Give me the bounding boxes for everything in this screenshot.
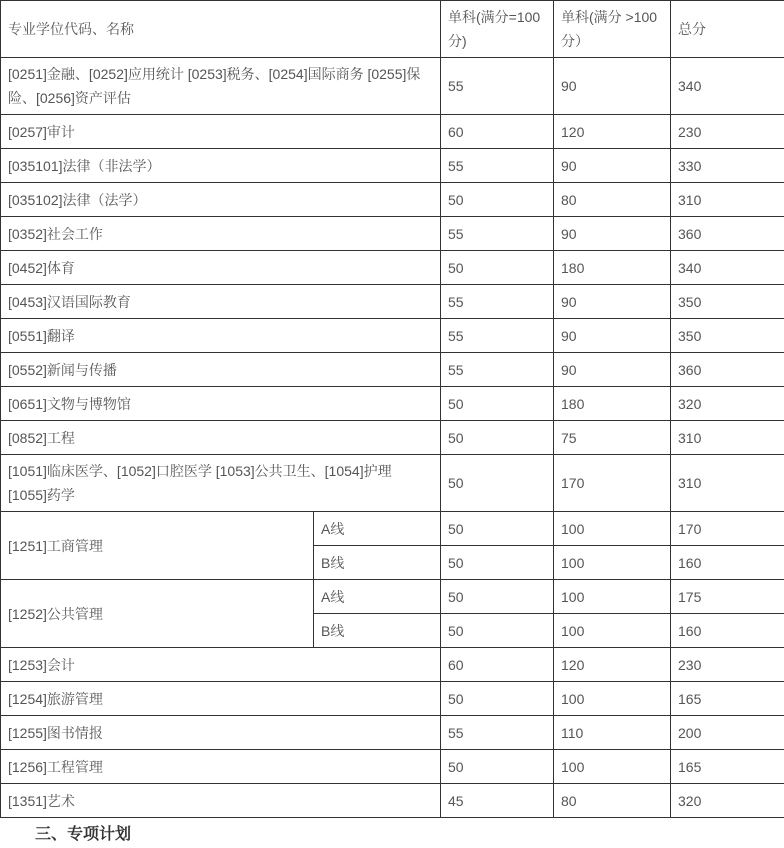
- score-cell: 50: [441, 421, 554, 455]
- score-cell: 90: [554, 353, 671, 387]
- program-name-cell: [0552]新闻与传播: [1, 353, 441, 387]
- score-cell: 60: [441, 648, 554, 682]
- table-row: [1, 183, 784, 217]
- table-row: [1, 512, 784, 546]
- score-cell: 55: [441, 217, 554, 251]
- score-cell: 50: [441, 387, 554, 421]
- program-name-cell: [035102]法律（法学）: [1, 183, 441, 217]
- score-cell: 340: [671, 251, 784, 285]
- score-cell: 160: [671, 614, 784, 648]
- table-row: [1, 319, 784, 353]
- program-name-cell: [0651]文物与博物馆: [1, 387, 441, 421]
- program-name-cell: [0551]翻译: [1, 319, 441, 353]
- score-cell: 50: [441, 512, 554, 546]
- score-cell: 50: [441, 750, 554, 784]
- program-name-cell: [0852]工程: [1, 421, 441, 455]
- header-cell-program: 专业学位代码、名称: [1, 1, 441, 58]
- score-cell: 320: [671, 387, 784, 421]
- program-name-cell: [1254]旅游管理: [1, 682, 441, 716]
- score-cell: 100: [554, 512, 671, 546]
- score-cell: 170: [671, 512, 784, 546]
- score-cell: 100: [554, 614, 671, 648]
- program-name-cell: [0251]金融、[0252]应用统计 [0253]税务、[0254]国际商务 [0255]保险、[0256]资产评估: [1, 58, 441, 115]
- score-cell: 55: [441, 353, 554, 387]
- section-heading: 三、专项计划: [35, 826, 132, 843]
- score-cell: 230: [671, 115, 784, 149]
- table-row: [1, 387, 784, 421]
- score-cell: 340: [671, 58, 784, 115]
- score-cell: 50: [441, 183, 554, 217]
- score-cell: 160: [671, 546, 784, 580]
- score-cell: 45: [441, 784, 554, 818]
- program-name-cell: [035101]法律（非法学）: [1, 149, 441, 183]
- score-cell: 110: [554, 716, 671, 750]
- score-cell: 180: [554, 387, 671, 421]
- score-cell: 310: [671, 183, 784, 217]
- program-name-cell: [1252]公共管理: [1, 580, 314, 648]
- program-name-cell: [1351]艺术: [1, 784, 441, 818]
- score-cell: 50: [441, 251, 554, 285]
- header-cell-single-subject-over-100: 单科(满分 >100 分）: [554, 1, 671, 58]
- program-name-cell: [1051]临床医学、[1052]口腔医学 [1053]公共卫生、[1054]护理 [1055]药学: [1, 455, 441, 512]
- header-cell-total: 总分: [671, 1, 784, 58]
- score-cell: 55: [441, 58, 554, 115]
- score-cell: 90: [554, 319, 671, 353]
- score-cell: 50: [441, 455, 554, 512]
- table-row: [1, 58, 784, 115]
- score-cell: 200: [671, 716, 784, 750]
- program-name-cell: [1256]工程管理: [1, 750, 441, 784]
- score-cell: 230: [671, 648, 784, 682]
- score-cell: 55: [441, 319, 554, 353]
- program-name-cell: [1253]会计: [1, 648, 441, 682]
- table-row: [1, 149, 784, 183]
- score-cell: 100: [554, 546, 671, 580]
- score-cell: 310: [671, 455, 784, 512]
- score-cell: 50: [441, 614, 554, 648]
- table-row: [1, 251, 784, 285]
- line-type-cell: B线: [314, 546, 441, 580]
- program-name-cell: [0453]汉语国际教育: [1, 285, 441, 319]
- score-cell: 175: [671, 580, 784, 614]
- score-cell: 60: [441, 115, 554, 149]
- score-cell: 90: [554, 149, 671, 183]
- score-cell: 90: [554, 285, 671, 319]
- program-name-cell: [1255]图书情报: [1, 716, 441, 750]
- score-cell: 120: [554, 648, 671, 682]
- score-cell: 75: [554, 421, 671, 455]
- score-cell: 320: [671, 784, 784, 818]
- score-cell: 170: [554, 455, 671, 512]
- table-row: [1, 682, 784, 716]
- score-cell: 350: [671, 319, 784, 353]
- score-cell: 80: [554, 784, 671, 818]
- table-row: [1, 784, 784, 818]
- line-type-cell: B线: [314, 614, 441, 648]
- table-body: [1, 58, 784, 818]
- program-name-cell: [0257]审计: [1, 115, 441, 149]
- line-type-cell: A线: [314, 512, 441, 546]
- score-cell: 100: [554, 580, 671, 614]
- table-row: [1, 580, 784, 614]
- header-cell-single-subject-100: 单科(满分=100分): [441, 1, 554, 58]
- score-cell: 55: [441, 285, 554, 319]
- table-row: [1, 217, 784, 251]
- program-name-cell: [0452]体育: [1, 251, 441, 285]
- score-cell: 350: [671, 285, 784, 319]
- score-cell: 100: [554, 682, 671, 716]
- score-cell: 180: [554, 251, 671, 285]
- program-name-cell: [0352]社会工作: [1, 217, 441, 251]
- table-row: [1, 353, 784, 387]
- score-cell: 55: [441, 716, 554, 750]
- score-cell: 90: [554, 217, 671, 251]
- table-row: [1, 455, 784, 512]
- score-cell: 80: [554, 183, 671, 217]
- score-cell: 100: [554, 750, 671, 784]
- table-row: [1, 285, 784, 319]
- table-row: [1, 716, 784, 750]
- table-row: [1, 115, 784, 149]
- table-row: [1, 421, 784, 455]
- line-type-cell: A线: [314, 580, 441, 614]
- program-name-cell: [1251]工商管理: [1, 512, 314, 580]
- header-row: [1, 1, 784, 58]
- score-cell: 50: [441, 580, 554, 614]
- score-cell: 90: [554, 58, 671, 115]
- score-cell: 120: [554, 115, 671, 149]
- table-row: [1, 648, 784, 682]
- table-header: [1, 1, 784, 58]
- score-cell: 50: [441, 682, 554, 716]
- score-cell: 330: [671, 149, 784, 183]
- score-cell: 360: [671, 353, 784, 387]
- score-cell: 360: [671, 217, 784, 251]
- score-cell: 310: [671, 421, 784, 455]
- score-cell: 165: [671, 750, 784, 784]
- score-cell: 50: [441, 546, 554, 580]
- score-cell: 55: [441, 149, 554, 183]
- score-cell: 165: [671, 682, 784, 716]
- table-row: [1, 750, 784, 784]
